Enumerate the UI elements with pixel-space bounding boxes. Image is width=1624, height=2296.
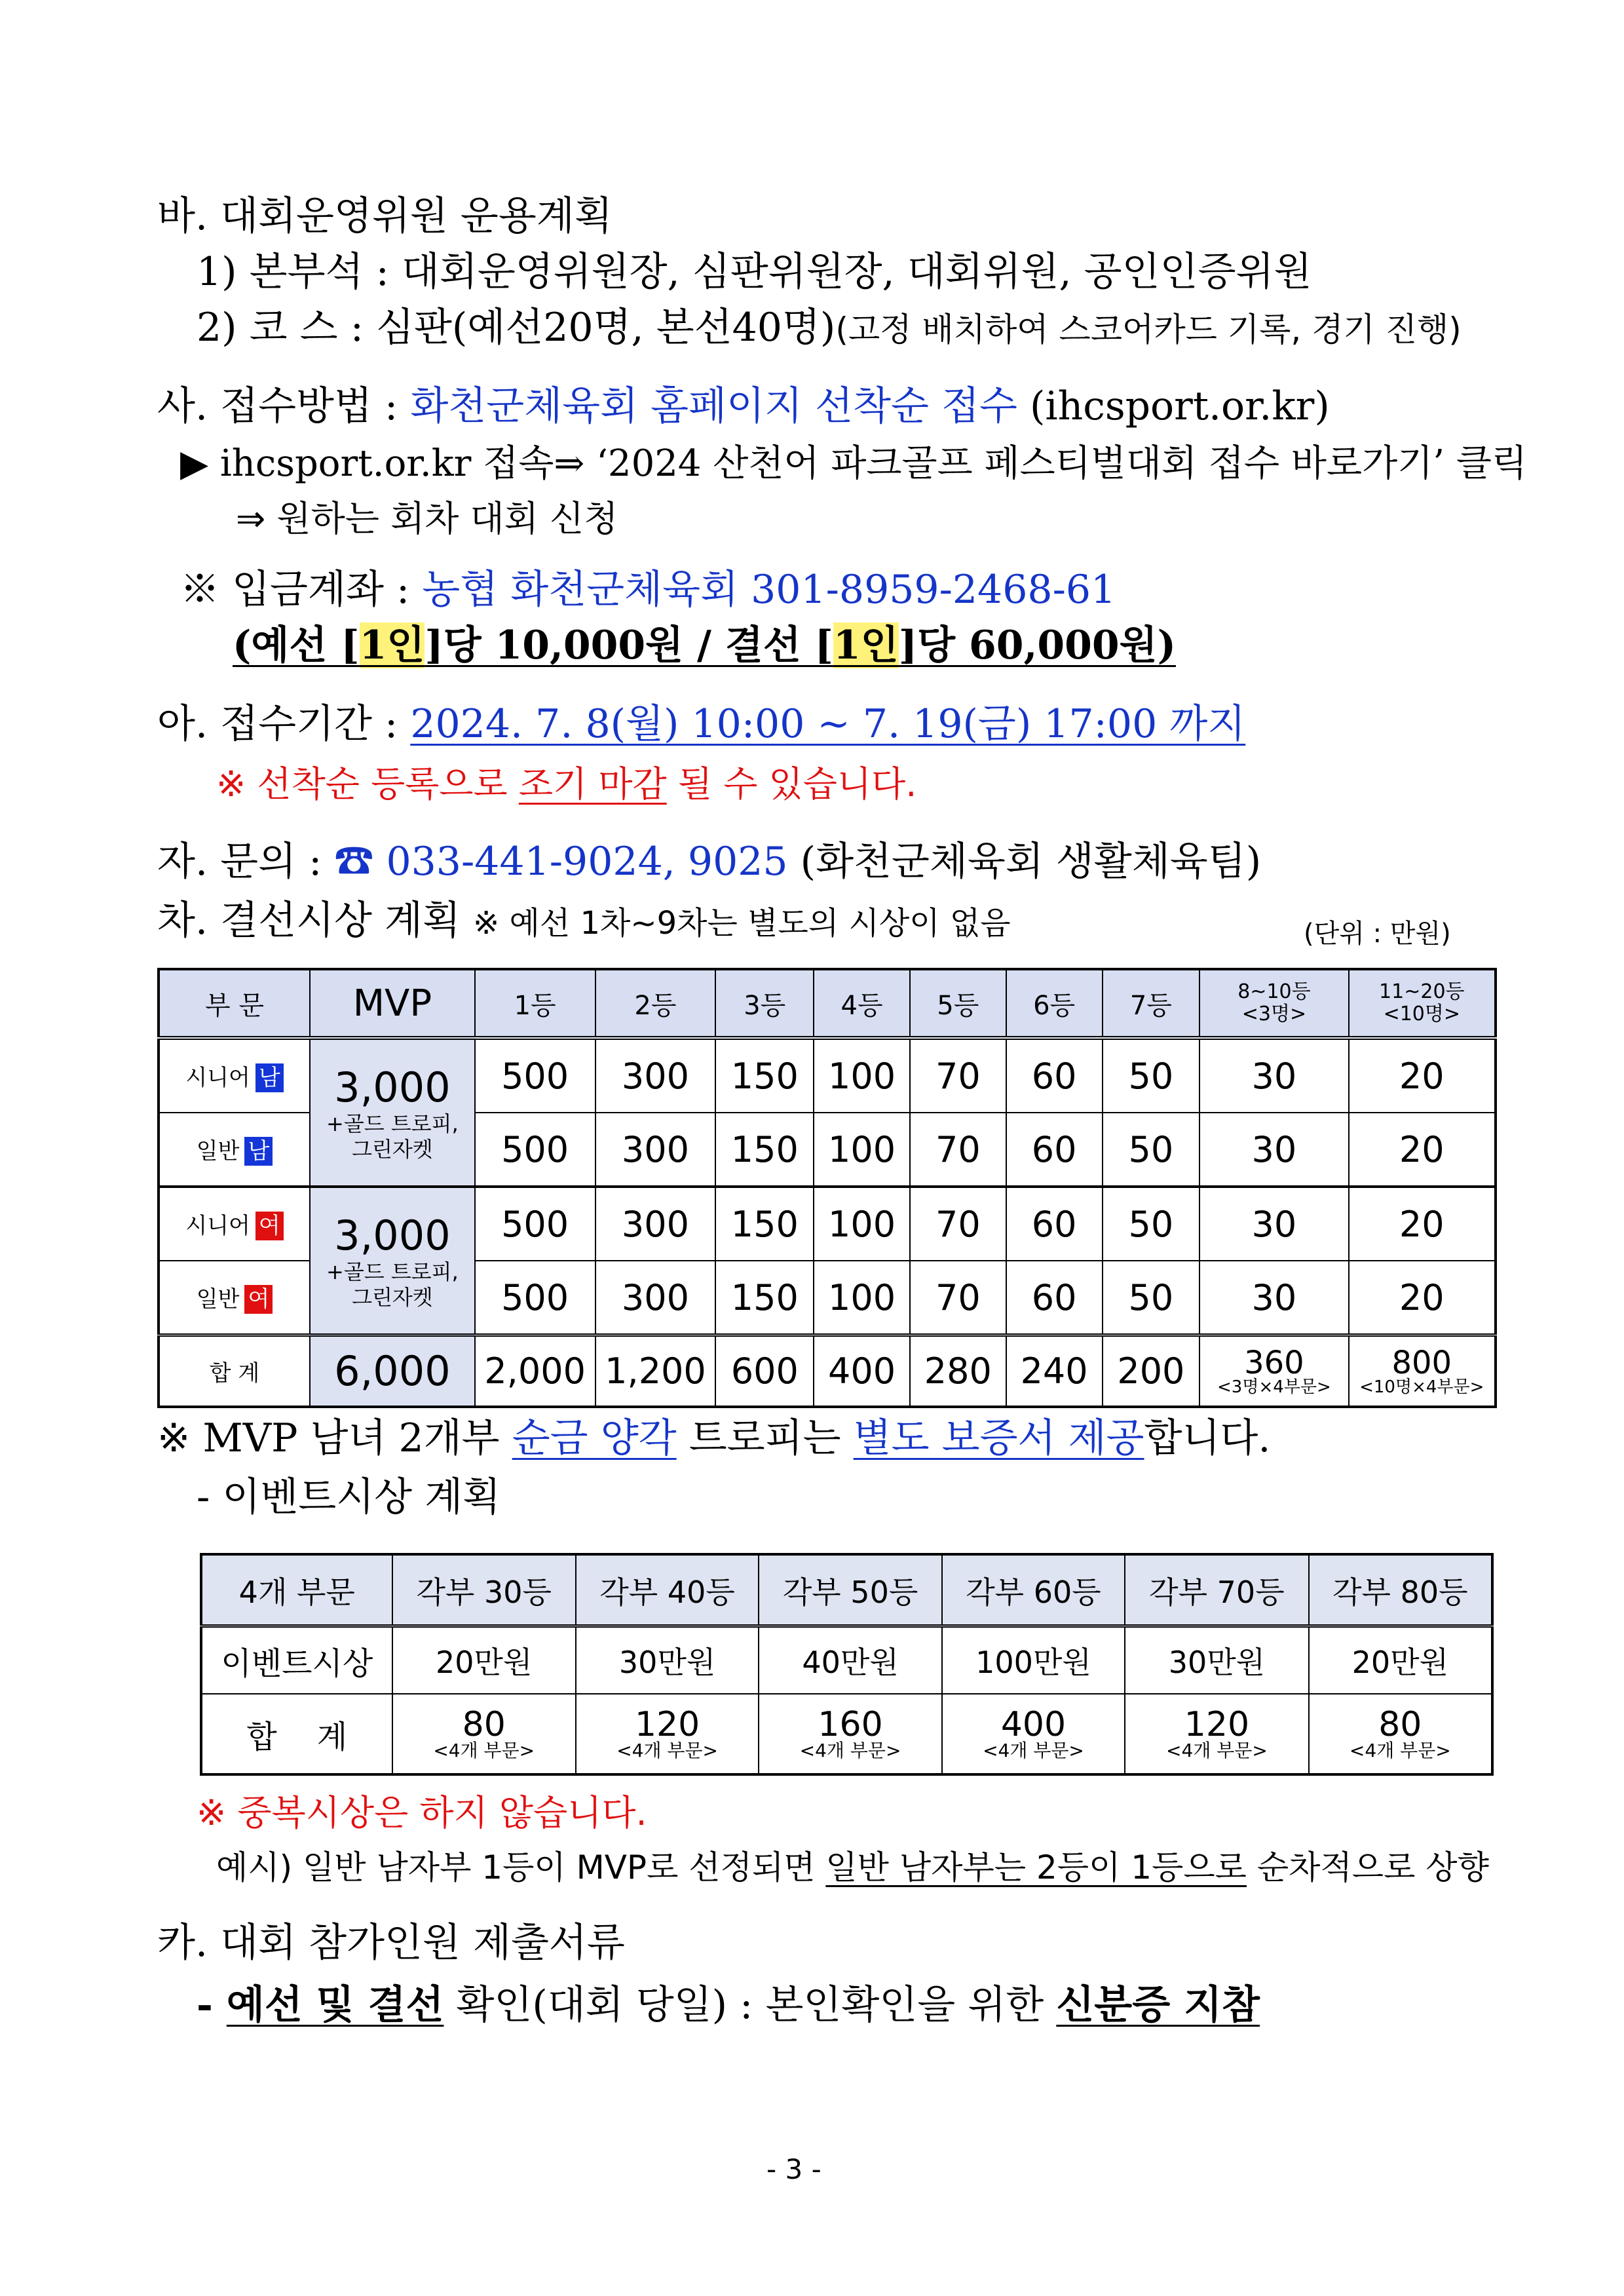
a-note [216,763,917,805]
a-note-b: 될 수 있습니다. [666,763,917,805]
mvp-note-u1: 순금 양각 [512,1415,677,1461]
value-cell: 100 [814,1187,910,1261]
event-header: 각부 60등 [942,1554,1125,1626]
event-header: 4개 부문 [201,1554,392,1626]
total-cell: 1,200 [595,1335,716,1407]
event-total-value: 80 [1378,1705,1422,1744]
value-cell: 30 [1199,1113,1348,1187]
mvp-male-cell [310,1038,475,1187]
mvp-desc: +골드 트로피, [326,1259,459,1285]
mvp-female-cell [310,1187,475,1335]
header-text: 11~20등 [1379,980,1465,1003]
value-cell: 500 [475,1187,595,1261]
event-value: 20만원 [392,1626,576,1694]
division-cell [159,1113,310,1187]
header-rank-8-10 [1199,969,1348,1038]
value-cell: 20 [1349,1113,1496,1187]
ja-phone: 033-441-9024, 9025 [373,839,788,885]
value-cell: 50 [1103,1038,1200,1113]
value-cell: 100 [814,1113,910,1187]
value-cell: 70 [910,1261,1006,1335]
header-rank: 1등 [475,969,595,1038]
page-number: - 3 - [766,2153,821,2185]
division-label: 일반 [196,1286,240,1312]
account-label: ※ 입금계좌 : [180,567,423,613]
cha-note: ※ 예선 1차~9차는 별도의 시상이 없음 [473,905,1011,942]
value-cell: 500 [475,1113,595,1187]
section-ka-title: 카. 대회 참가인원 제출서류 [157,1920,625,1966]
event-total-value: 160 [818,1705,883,1744]
total-sub: <10명×4부문> [1359,1377,1484,1397]
event-total-sub: <4개 부문> [616,1740,718,1761]
division-label: 시니어 [185,1213,250,1239]
total-cell: 240 [1006,1335,1103,1407]
division-label: 시니어 [185,1065,250,1091]
header-text: 8~10등 [1237,980,1311,1003]
event-value: 100만원 [942,1626,1125,1694]
event-header: 각부 70등 [1125,1554,1308,1626]
fee-one-2: 1인 [833,622,899,668]
value-cell: 60 [1006,1187,1103,1261]
header-mvp: MVP [310,969,475,1038]
event-total-cell [576,1694,759,1774]
value-cell: 60 [1006,1113,1103,1187]
value-cell: 20 [1349,1261,1496,1335]
ja-team: (화천군체육회 생활체육팀) [787,839,1262,885]
mvp-amount: 3,000 [334,1212,451,1260]
table-row [201,1626,1492,1694]
event-total-sub: <4개 부문> [799,1740,901,1761]
value-cell: 20 [1349,1038,1496,1113]
header-rank: 4등 [814,969,910,1038]
event-value: 20만원 [1309,1626,1492,1694]
table-row [159,1038,1496,1113]
value-cell: 70 [910,1113,1006,1187]
event-header-row [201,1554,1492,1626]
total-mvp: 6,000 [310,1335,475,1407]
event-header: 각부 30등 [392,1554,576,1626]
cha-unit: (단위 : 만원) [1304,919,1451,949]
total-sub: <3명×4부문> [1217,1377,1331,1397]
dup-example [216,1848,1489,1886]
value-cell: 150 [715,1187,814,1261]
header-sub: <3명> [1241,1003,1307,1025]
event-total-cell [1125,1694,1308,1774]
prize-table [157,968,1497,1408]
event-total-sub: <4개 부문> [1166,1740,1268,1761]
event-value: 40만원 [759,1626,941,1694]
section-a-title [157,701,1246,747]
section-cha-title [157,898,1011,944]
event-total-value: 120 [1184,1705,1250,1744]
event-row-label: 이벤트시상 [201,1626,392,1694]
value-cell: 30 [1199,1187,1348,1261]
a-period: 2024. 7. 8(월) 10:00 ~ 7. 19(금) 17:00 까지 [410,701,1246,747]
female-badge: 여 [244,1285,273,1314]
value-cell: 150 [715,1261,814,1335]
sa-fee-line [233,622,1176,668]
dup-note: ※ 중복시상은 하지 않습니다. [197,1792,647,1833]
total-label: 합 계 [159,1335,310,1407]
section-ba-item2 [197,305,1462,351]
value-cell: 50 [1103,1113,1200,1187]
header-rank-11-20 [1349,969,1496,1038]
event-value: 30만원 [1125,1626,1308,1694]
value-cell: 20 [1349,1187,1496,1261]
event-total-cell [942,1694,1125,1774]
event-total-sub: <4개 부문> [1349,1740,1451,1761]
total-row [159,1335,1496,1407]
section-ba-item1: 1) 본부석 : 대회운영위원장, 심판위원장, 대회위원, 공인인증위원 [197,249,1312,295]
sa-label: 사. 접수방법 : [157,383,411,429]
section-sa-title [157,383,1330,429]
mvp-note-b: 트로피는 [676,1415,854,1461]
male-badge: 남 [255,1063,284,1092]
event-total-sub: <4개 부문> [433,1740,535,1761]
total-cell: 280 [910,1335,1006,1407]
ka-u2: 신분증 지참 [1056,1982,1260,2028]
prize-header-row [159,969,1496,1038]
value-cell: 300 [595,1038,716,1113]
value-cell: 500 [475,1261,595,1335]
mvp-note [157,1415,1271,1461]
value-cell: 70 [910,1187,1006,1261]
value-cell: 50 [1103,1261,1200,1335]
event-header: 각부 80등 [1309,1554,1492,1626]
mvp-note-u2: 별도 보증서 제공 [853,1415,1144,1461]
dup-ex-b: 순차적으로 상향 [1246,1848,1489,1886]
event-total-value: 400 [1000,1705,1067,1744]
value-cell: 100 [814,1038,910,1113]
header-division: 부 문 [159,969,310,1038]
value-cell: 500 [475,1038,595,1113]
cha-title: 차. 결선시상 계획 [157,898,474,944]
total-cell: 200 [1103,1335,1200,1407]
fee-a: (예선 [ [233,622,360,668]
mvp-note-a: ※ MVP 남녀 2개부 [157,1415,512,1461]
header-rank: 7등 [1103,969,1200,1038]
ka-line [197,1982,1260,2028]
dup-ex-a: 예시) 일반 남자부 1등이 MVP로 선정되면 [216,1848,826,1886]
ka-b: 확인(대회 당일) : 본인확인을 위한 [444,1982,1057,2028]
event-header: 각부 40등 [576,1554,759,1626]
event-total-cell [1309,1694,1492,1774]
fee-b: ]당 10,000원 / 결선 [ [425,622,834,668]
sa-arrow-line: ▶ ihcsport.or.kr 접속⇒ ‘2024 산천어 파크골프 페스티벌대회 접수 바로가기’ 클릭 [180,442,1528,485]
item2-main: 2) 코 스 : 심판(예선20명, 본선40명) [197,305,836,351]
total-cell: 600 [715,1335,814,1407]
table-row [159,1187,1496,1261]
event-title: - 이벤트시상 계획 [197,1474,501,1520]
fee-c: ]당 60,000원) [898,622,1176,668]
event-total-label: 합 계 [201,1694,392,1774]
female-badge: 여 [255,1212,284,1240]
sa-url[interactable]: (ihcsport.or.kr) [1017,383,1330,429]
event-total-value: 120 [634,1705,700,1744]
ja-label: 자. 문의 : [157,839,335,885]
value-cell: 300 [595,1261,716,1335]
event-total-cell [392,1694,576,1774]
sa-highlight: 화천군체육회 홈페이지 선착순 접수 [410,383,1017,429]
total-cell: 400 [814,1335,910,1407]
division-cell [159,1187,310,1261]
division-label: 일반 [196,1138,240,1164]
header-rank: 3등 [715,969,814,1038]
fee-one-1: 1인 [359,622,425,668]
header-rank: 2등 [595,969,716,1038]
sa-arrow-line2: ⇒ 원하는 회차 대회 신청 [236,498,618,539]
value-cell: 50 [1103,1187,1200,1261]
value-cell: 30 [1199,1261,1348,1335]
item2-detail: (고정 배치하여 스코어카드 기록, 경기 진행) [835,311,1462,349]
value-cell: 100 [814,1261,910,1335]
total-value: 360 [1244,1344,1304,1381]
division-cell [159,1261,310,1335]
phone-icon: ☎ [334,839,374,885]
mvp-desc: 그린자켓 [352,1284,433,1310]
total-cell: 2,000 [475,1335,595,1407]
event-total-sub: <4개 부문> [983,1740,1084,1761]
ka-a: - [197,1982,227,2028]
event-value: 30만원 [576,1626,759,1694]
value-cell: 150 [715,1038,814,1113]
a-label: 아. 접수기간 : [157,701,411,747]
total-cell-11-20 [1349,1335,1496,1407]
header-rank: 5등 [910,969,1006,1038]
sa-account-line [180,567,1116,613]
total-value: 800 [1391,1344,1452,1381]
section-ja-title [157,839,1262,885]
value-cell: 30 [1199,1038,1348,1113]
value-cell: 60 [1006,1261,1103,1335]
event-header: 각부 50등 [759,1554,941,1626]
value-cell: 70 [910,1038,1006,1113]
mvp-desc: +골드 트로피, [326,1111,459,1137]
mvp-amount: 3,000 [334,1063,451,1112]
total-cell-8-10 [1199,1335,1348,1407]
a-note-a: ※ 선착순 등록으로 [216,763,519,805]
account-number: 농협 화천군체육회 301-8959-2468-61 [422,567,1116,613]
header-sub: <10명> [1383,1003,1460,1025]
section-ba-title: 바. 대회운영위원 운용계획 [157,193,613,239]
total-row [201,1694,1492,1774]
division-cell [159,1038,310,1113]
male-badge: 남 [244,1137,273,1166]
a-note-u: 조기 마감 [518,763,667,805]
dup-ex-u: 일반 남자부는 2등이 1등으로 [825,1848,1247,1886]
value-cell: 150 [715,1113,814,1187]
value-cell: 300 [595,1187,716,1261]
event-table [200,1553,1494,1776]
event-total-value: 80 [462,1705,506,1744]
value-cell: 300 [595,1113,716,1187]
event-total-cell [759,1694,941,1774]
value-cell: 60 [1006,1038,1103,1113]
ka-u1: 예선 및 결선 [226,1982,444,2028]
header-rank: 6등 [1006,969,1103,1038]
mvp-desc: 그린자켓 [352,1136,433,1162]
mvp-note-c: 합니다. [1144,1415,1271,1461]
